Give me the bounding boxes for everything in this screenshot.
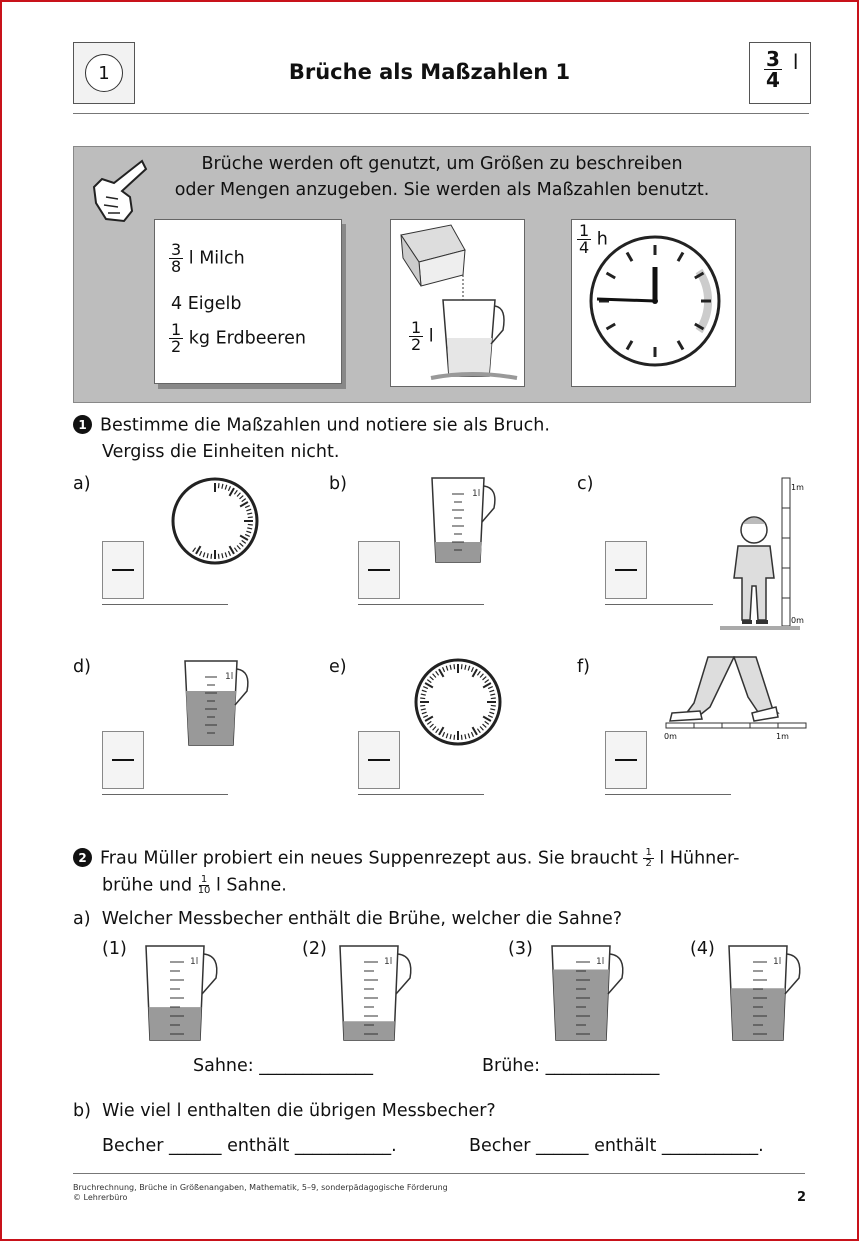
clock-card (571, 219, 736, 387)
cup-label-3: (3) (508, 939, 533, 959)
measuring-cup-1-icon (142, 940, 224, 1044)
child-height-ruler-icon (720, 474, 810, 634)
recipe-item-milk: $\frac{3}{8}$ l Milch (171, 240, 245, 276)
intro-line-2: oder Mengen anzugeben. Sie werden als Maßzahlen benutzt. (174, 180, 710, 200)
answer-box-c[interactable] (605, 541, 647, 599)
ruler-top-label: 1m (791, 483, 804, 492)
svg-text:1l: 1l (190, 957, 199, 967)
corner-fraction-box (749, 42, 811, 104)
fraction-half: $\frac{1}{2}$ (645, 847, 652, 869)
question-a: a) Welcher Messbecher enthält die Brühe, welcher die Sahne? (73, 909, 623, 929)
measuring-cup-4-icon (725, 940, 807, 1044)
becher-answer-2[interactable]: Becher ______ enthält ___________. (469, 1136, 764, 1156)
cup-label-2: (2) (302, 939, 327, 959)
answer-box-d[interactable] (102, 731, 144, 789)
cup-label-4: (4) (690, 939, 715, 959)
task1-instruction-2: Vergiss die Einheiten nicht. (102, 442, 340, 462)
page-title: Brüche als Maßzahlen 1 (288, 60, 571, 84)
fraction-tenth: $\frac{1}{10}$ (197, 874, 211, 896)
floor-end-label: 1m (776, 732, 789, 741)
item-d-label: d) (73, 657, 91, 677)
intro-box (73, 146, 811, 403)
sahne-answer[interactable]: Sahne: _____________ (193, 1056, 373, 1076)
becher-answer-1[interactable]: Becher ______ enthält ___________. (102, 1136, 397, 1156)
answer-box-e[interactable] (358, 731, 400, 789)
answer-line-e[interactable] (358, 794, 484, 795)
item-a-label: a) (73, 474, 91, 494)
footer-line-1: Bruchrechnung, Brüche in Größenangaben, Mathematik, 5–9, sonderpädagogische Förderung (73, 1183, 448, 1192)
answer-line-f[interactable] (605, 794, 731, 795)
page-badge-text: 1 (98, 62, 110, 84)
item-f-label: f) (577, 657, 590, 677)
header-divider (73, 113, 809, 114)
recipe-item-strawberries: $\frac{1}{2}$ kg Erdbeeren (171, 320, 306, 356)
footer-text (73, 1183, 448, 1204)
svg-text:1l: 1l (596, 957, 605, 967)
floor-start-label: 0m (664, 732, 677, 741)
milk-pack-jug-icon (391, 220, 524, 386)
footer-line-2: © Lehrerbüro (73, 1193, 128, 1203)
ruler-bottom-label: 0m (791, 616, 804, 625)
recipe-item-egg: 4 Eigelb (171, 294, 242, 314)
answer-box-a[interactable] (102, 541, 144, 599)
jug-label: $\frac{1}{2}$ l (411, 318, 434, 354)
corner-unit: l (792, 50, 799, 74)
task1-number: 1 (73, 415, 92, 434)
cup-label-1: (1) (102, 939, 127, 959)
question-b: b) Wie viel l enthalten die übrigen Messbecher? (73, 1101, 496, 1121)
intro-line-1: Brüche werden oft genutzt, um Größen zu beschreiben (201, 154, 683, 174)
milk-jug-card (390, 219, 525, 387)
measuring-jug-d-icon (181, 657, 253, 749)
measuring-cup-2-icon (336, 940, 418, 1044)
clock-icon (588, 234, 722, 368)
item-b-label: b) (329, 474, 347, 494)
footer-divider (73, 1173, 805, 1174)
measuring-jug-b-icon (428, 474, 500, 566)
clock-dial-e-icon (414, 658, 502, 746)
answer-line-a[interactable] (102, 604, 228, 605)
task2-instruction-2: brühe und $\frac{1}{10}$ l Sahne. (102, 874, 287, 896)
task1-instruction: 1 Bestimme die Maßzahlen und notiere sie als Bruch. (73, 415, 550, 436)
corner-fraction: $\frac{3}{4}$ (766, 47, 780, 92)
clock-label: $\frac{1}{4}$ h (579, 221, 608, 257)
task2-number: 2 (73, 848, 92, 867)
answer-line-b[interactable] (358, 604, 484, 605)
answer-line-c[interactable] (605, 604, 713, 605)
svg-text:1l: 1l (773, 957, 782, 967)
answer-line-d[interactable] (102, 794, 228, 795)
answer-box-f[interactable] (605, 731, 647, 789)
measuring-cup-3-icon (548, 940, 630, 1044)
walking-legs-icon (664, 657, 809, 732)
bruehe-answer[interactable]: Brühe: _____________ (482, 1056, 660, 1076)
svg-text:1l: 1l (384, 957, 393, 967)
item-c-label: c) (577, 474, 594, 494)
jug-d-mark: 1l (225, 672, 234, 682)
clock-dial-a-icon (171, 477, 259, 565)
page-number: 2 (797, 1190, 807, 1205)
jug-b-mark: 1l (472, 489, 481, 499)
task2-instruction: 2 Frau Müller probiert ein neues Suppenrezept aus. Sie braucht $\frac{1}{2}$ l Hühner- (73, 848, 739, 869)
recipe-card (154, 219, 342, 384)
answer-box-b[interactable] (358, 541, 400, 599)
item-e-label: e) (329, 657, 347, 677)
